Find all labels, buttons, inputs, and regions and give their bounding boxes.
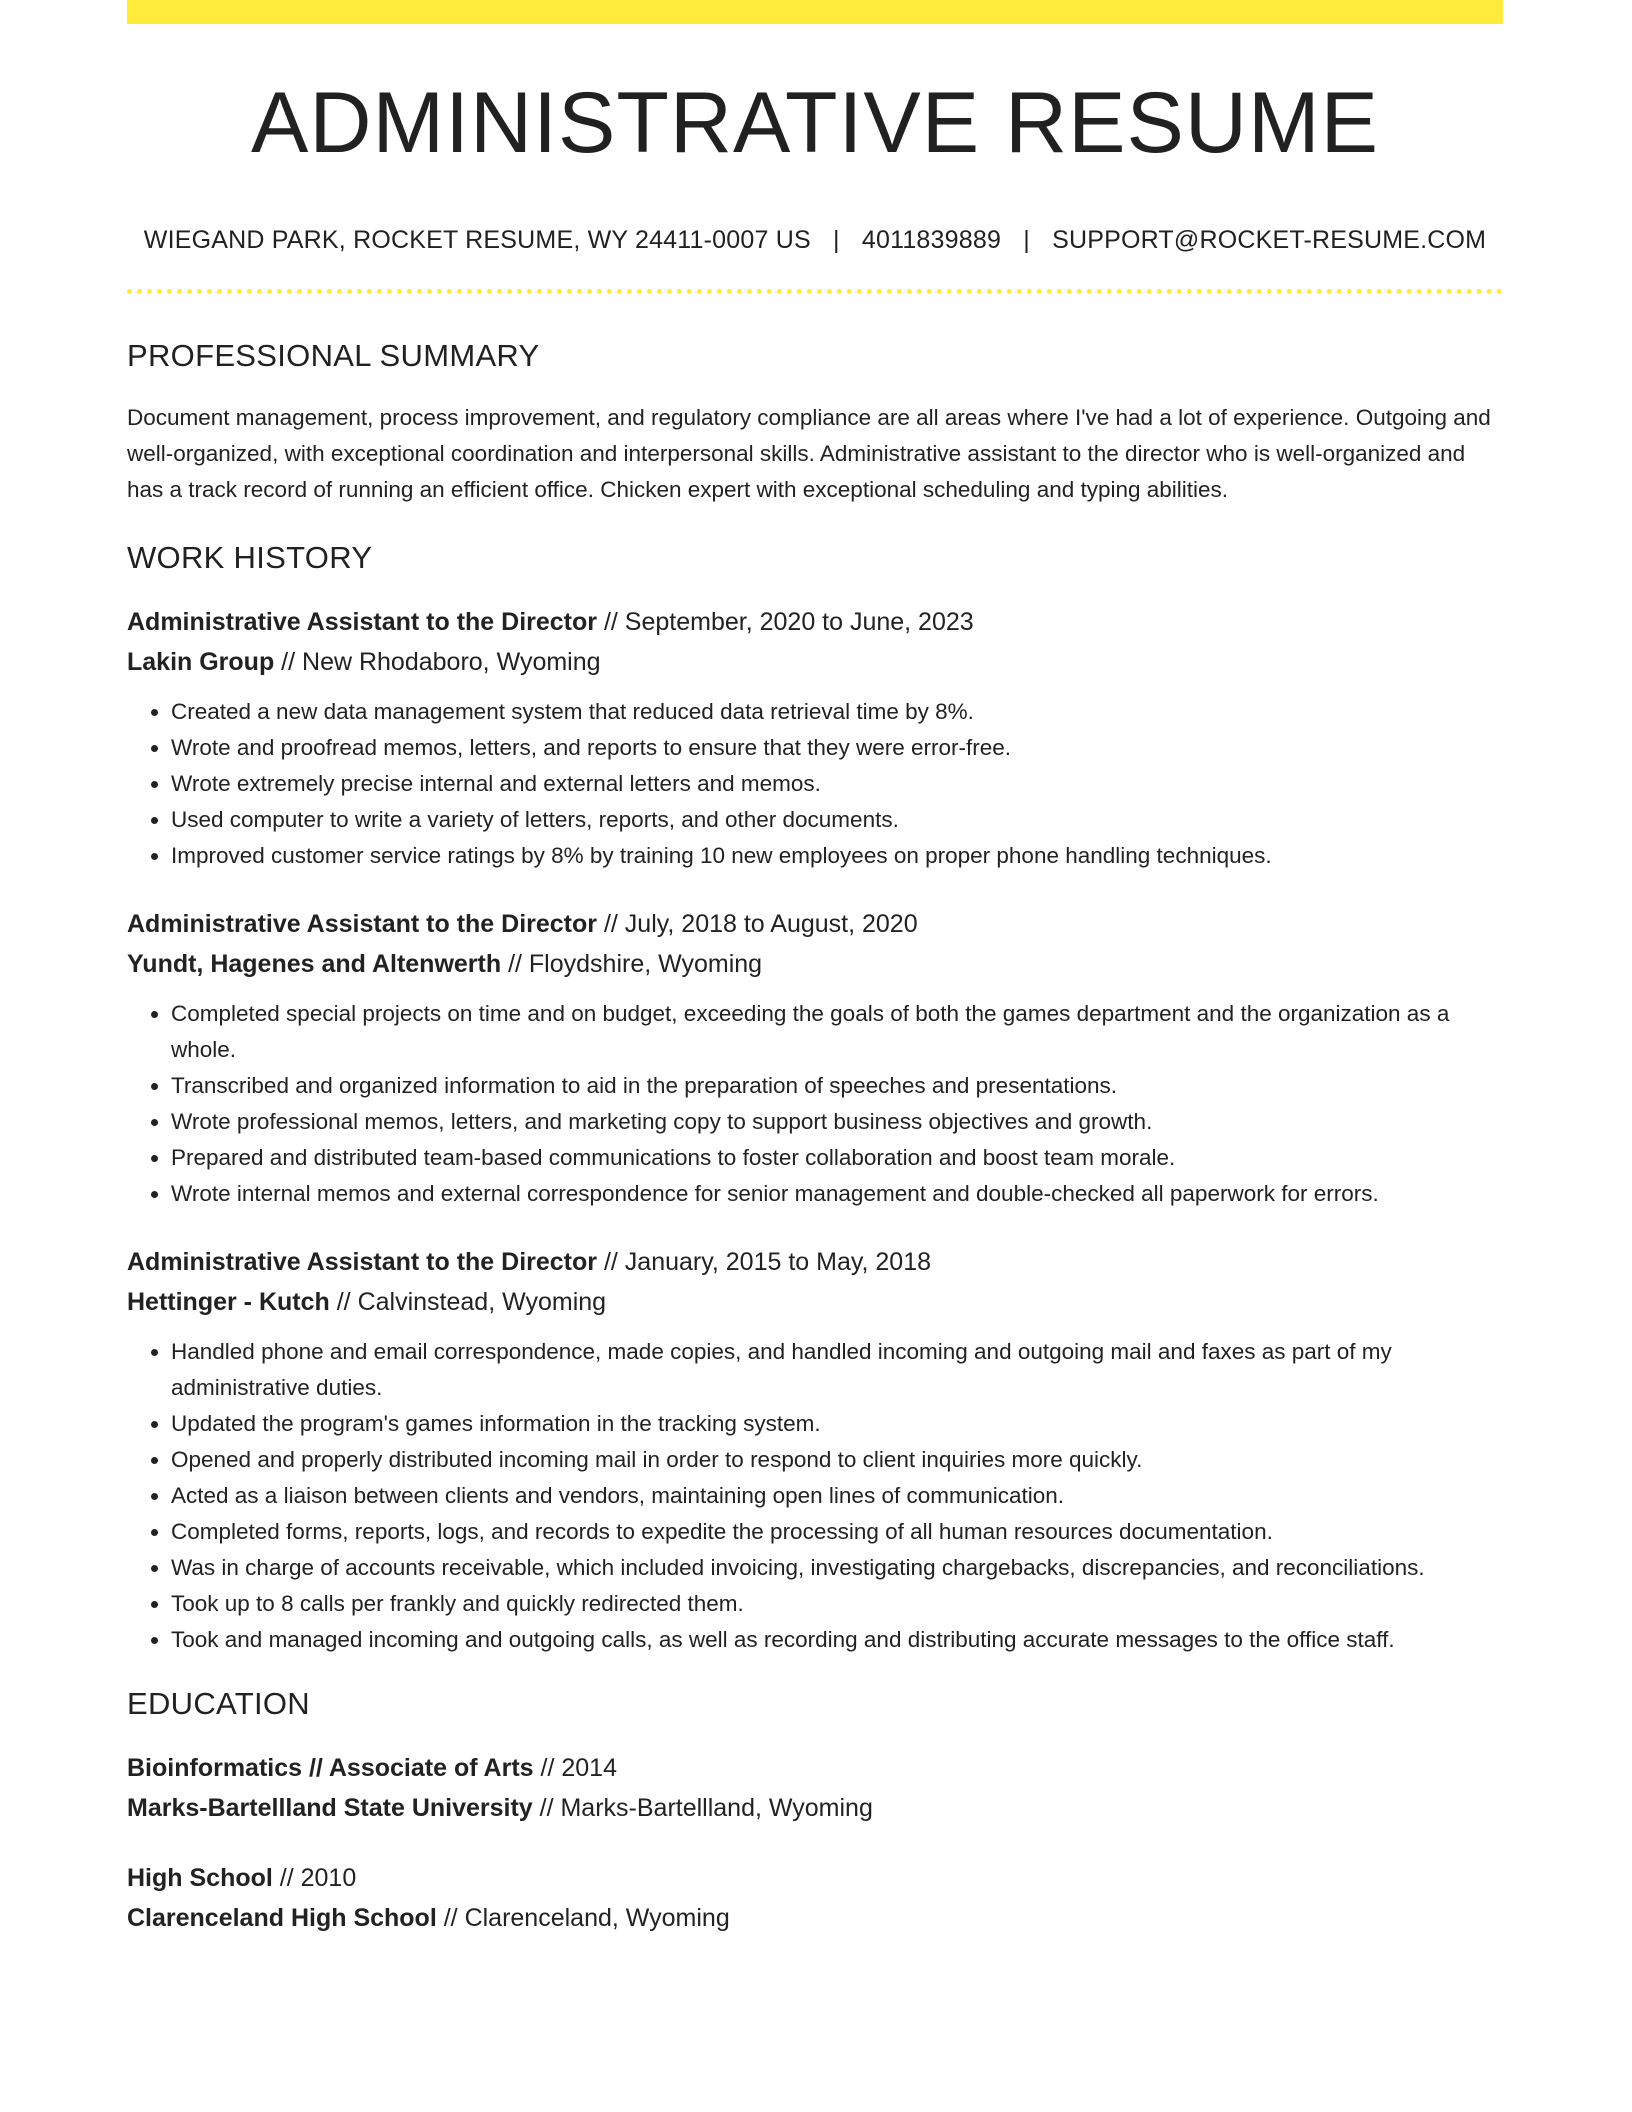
job-location: // New Rhodaboro, Wyoming [274, 648, 601, 676]
list-item: • Transcribed and organized information to aid in the preparation of speeches and presentations. [171, 1068, 1503, 1104]
list-item: • Took up to 8 calls per frankly and quickly redirected them. [171, 1586, 1503, 1622]
contact-line [127, 226, 1503, 255]
job-company: Lakin Group [127, 648, 275, 676]
list-item: • Prepared and distributed team-based communications to foster collaboration and boost team morale. [171, 1140, 1503, 1176]
job-location: // Floydshire, Wyoming [501, 950, 763, 978]
job-location: // Calvinstead, Wyoming [329, 1288, 607, 1316]
summary-text: Document management, process improvement, and regulatory compliance are all areas where I've had a lot of experience. Outgoing and well-organized, with exceptional coordination and interpersonal skills. Administrative assistant to the director who is well-organized and has a track record of running an efficient office. Chicken expert with exceptional scheduling and typing abilities. [127, 405, 1491, 502]
education-school-line [127, 1898, 1503, 1938]
job-bullets [127, 996, 1503, 1212]
job-title: Administrative Assistant to the Director [127, 910, 598, 938]
job-company: Yundt, Hagenes and Altenwerth [127, 950, 502, 978]
list-item: • Used computer to write a variety of letters, reports, and other documents. [171, 802, 1503, 838]
contact-separator: | [1023, 226, 1030, 254]
job-company-line [127, 944, 1503, 984]
top-accent-bar [127, 0, 1503, 24]
contact-separator: | [833, 226, 840, 254]
job-company: Hettinger - Kutch [127, 1288, 330, 1316]
job-dates: // January, 2015 to May, 2018 [597, 1248, 932, 1276]
education-entry [127, 1858, 1503, 1938]
resume-page [127, 0, 1503, 1938]
education-degree-line [127, 1858, 1503, 1898]
job-title-line [127, 602, 1503, 642]
job-company-line [127, 642, 1503, 682]
list-item: • Wrote internal memos and external correspondence for senior management and double-checked all paperwork for errors. [171, 1176, 1503, 1212]
contact-email: SUPPORT@ROCKET-RESUME.COM [1052, 226, 1487, 254]
job-dates: // September, 2020 to June, 2023 [597, 608, 974, 636]
list-item: • Improved customer service ratings by 8% by training 10 new employees on proper phone handling techniques. [171, 838, 1503, 874]
education-location: // Clarenceland, Wyoming [436, 1904, 730, 1932]
job-title-line [127, 1242, 1503, 1282]
contact-address: WIEGAND PARK, ROCKET RESUME, WY 24411-0007 US [143, 226, 811, 254]
list-item: • Created a new data management system that reduced data retrieval time by 8%. [171, 694, 1503, 730]
list-item: • Opened and properly distributed incoming mail in order to respond to client inquiries more quickly. [171, 1442, 1503, 1478]
resume-title: ADMINISTRATIVE RESUME [251, 75, 1379, 171]
education-school-line [127, 1788, 1503, 1828]
job-bullets [127, 694, 1503, 874]
job-title-line [127, 904, 1503, 944]
education-year: // 2014 [533, 1754, 617, 1782]
job-entry [127, 602, 1503, 874]
education-location: // Marks-Bartellland, Wyoming [532, 1794, 873, 1822]
education-school: Marks-Bartellland State University [127, 1794, 533, 1822]
education-degree: Bioinformatics // Associate of Arts [127, 1754, 534, 1782]
job-entry [127, 904, 1503, 1212]
job-dates: // July, 2018 to August, 2020 [597, 910, 918, 938]
list-item: • Took and managed incoming and outgoing calls, as well as recording and distributing accurate messages to the office staff. [171, 1622, 1503, 1658]
dotted-divider [127, 289, 1503, 294]
work-history-heading: WORK HISTORY [127, 540, 373, 575]
list-item: • Wrote professional memos, letters, and marketing copy to support business objectives and growth. [171, 1104, 1503, 1140]
job-title: Administrative Assistant to the Director [127, 608, 598, 636]
list-item: • Handled phone and email correspondence, made copies, and handled incoming and outgoing mail and faxes as part of my administrative duties. [171, 1334, 1503, 1406]
education-year: // 2010 [272, 1864, 357, 1892]
education-heading: EDUCATION [127, 1686, 310, 1721]
list-item: • Acted as a liaison between clients and vendors, maintaining open lines of communication. [171, 1478, 1503, 1514]
education-entry [127, 1748, 1503, 1828]
education-school: Clarenceland High School [127, 1904, 437, 1932]
job-company-line [127, 1282, 1503, 1322]
summary-heading: PROFESSIONAL SUMMARY [127, 338, 540, 373]
job-title: Administrative Assistant to the Director [127, 1248, 598, 1276]
education-degree-line [127, 1748, 1503, 1788]
list-item: • Wrote and proofread memos, letters, and reports to ensure that they were error-free. [171, 730, 1503, 766]
education-degree: High School [127, 1864, 273, 1892]
list-item: • Was in charge of accounts receivable, which included invoicing, investigating chargebacks, discrepancies, and reconciliations. [171, 1550, 1503, 1586]
list-item: • Completed special projects on time and on budget, exceeding the goals of both the games department and the organization as a whole. [171, 996, 1503, 1068]
list-item: • Wrote extremely precise internal and external letters and memos. [171, 766, 1503, 802]
list-item: • Completed forms, reports, logs, and records to expedite the processing of all human resources documentation. [171, 1514, 1503, 1550]
list-item: • Updated the program's games information in the tracking system. [171, 1406, 1503, 1442]
job-entry [127, 1242, 1503, 1658]
contact-phone: 4011839889 [861, 226, 1002, 254]
job-bullets [127, 1334, 1503, 1658]
